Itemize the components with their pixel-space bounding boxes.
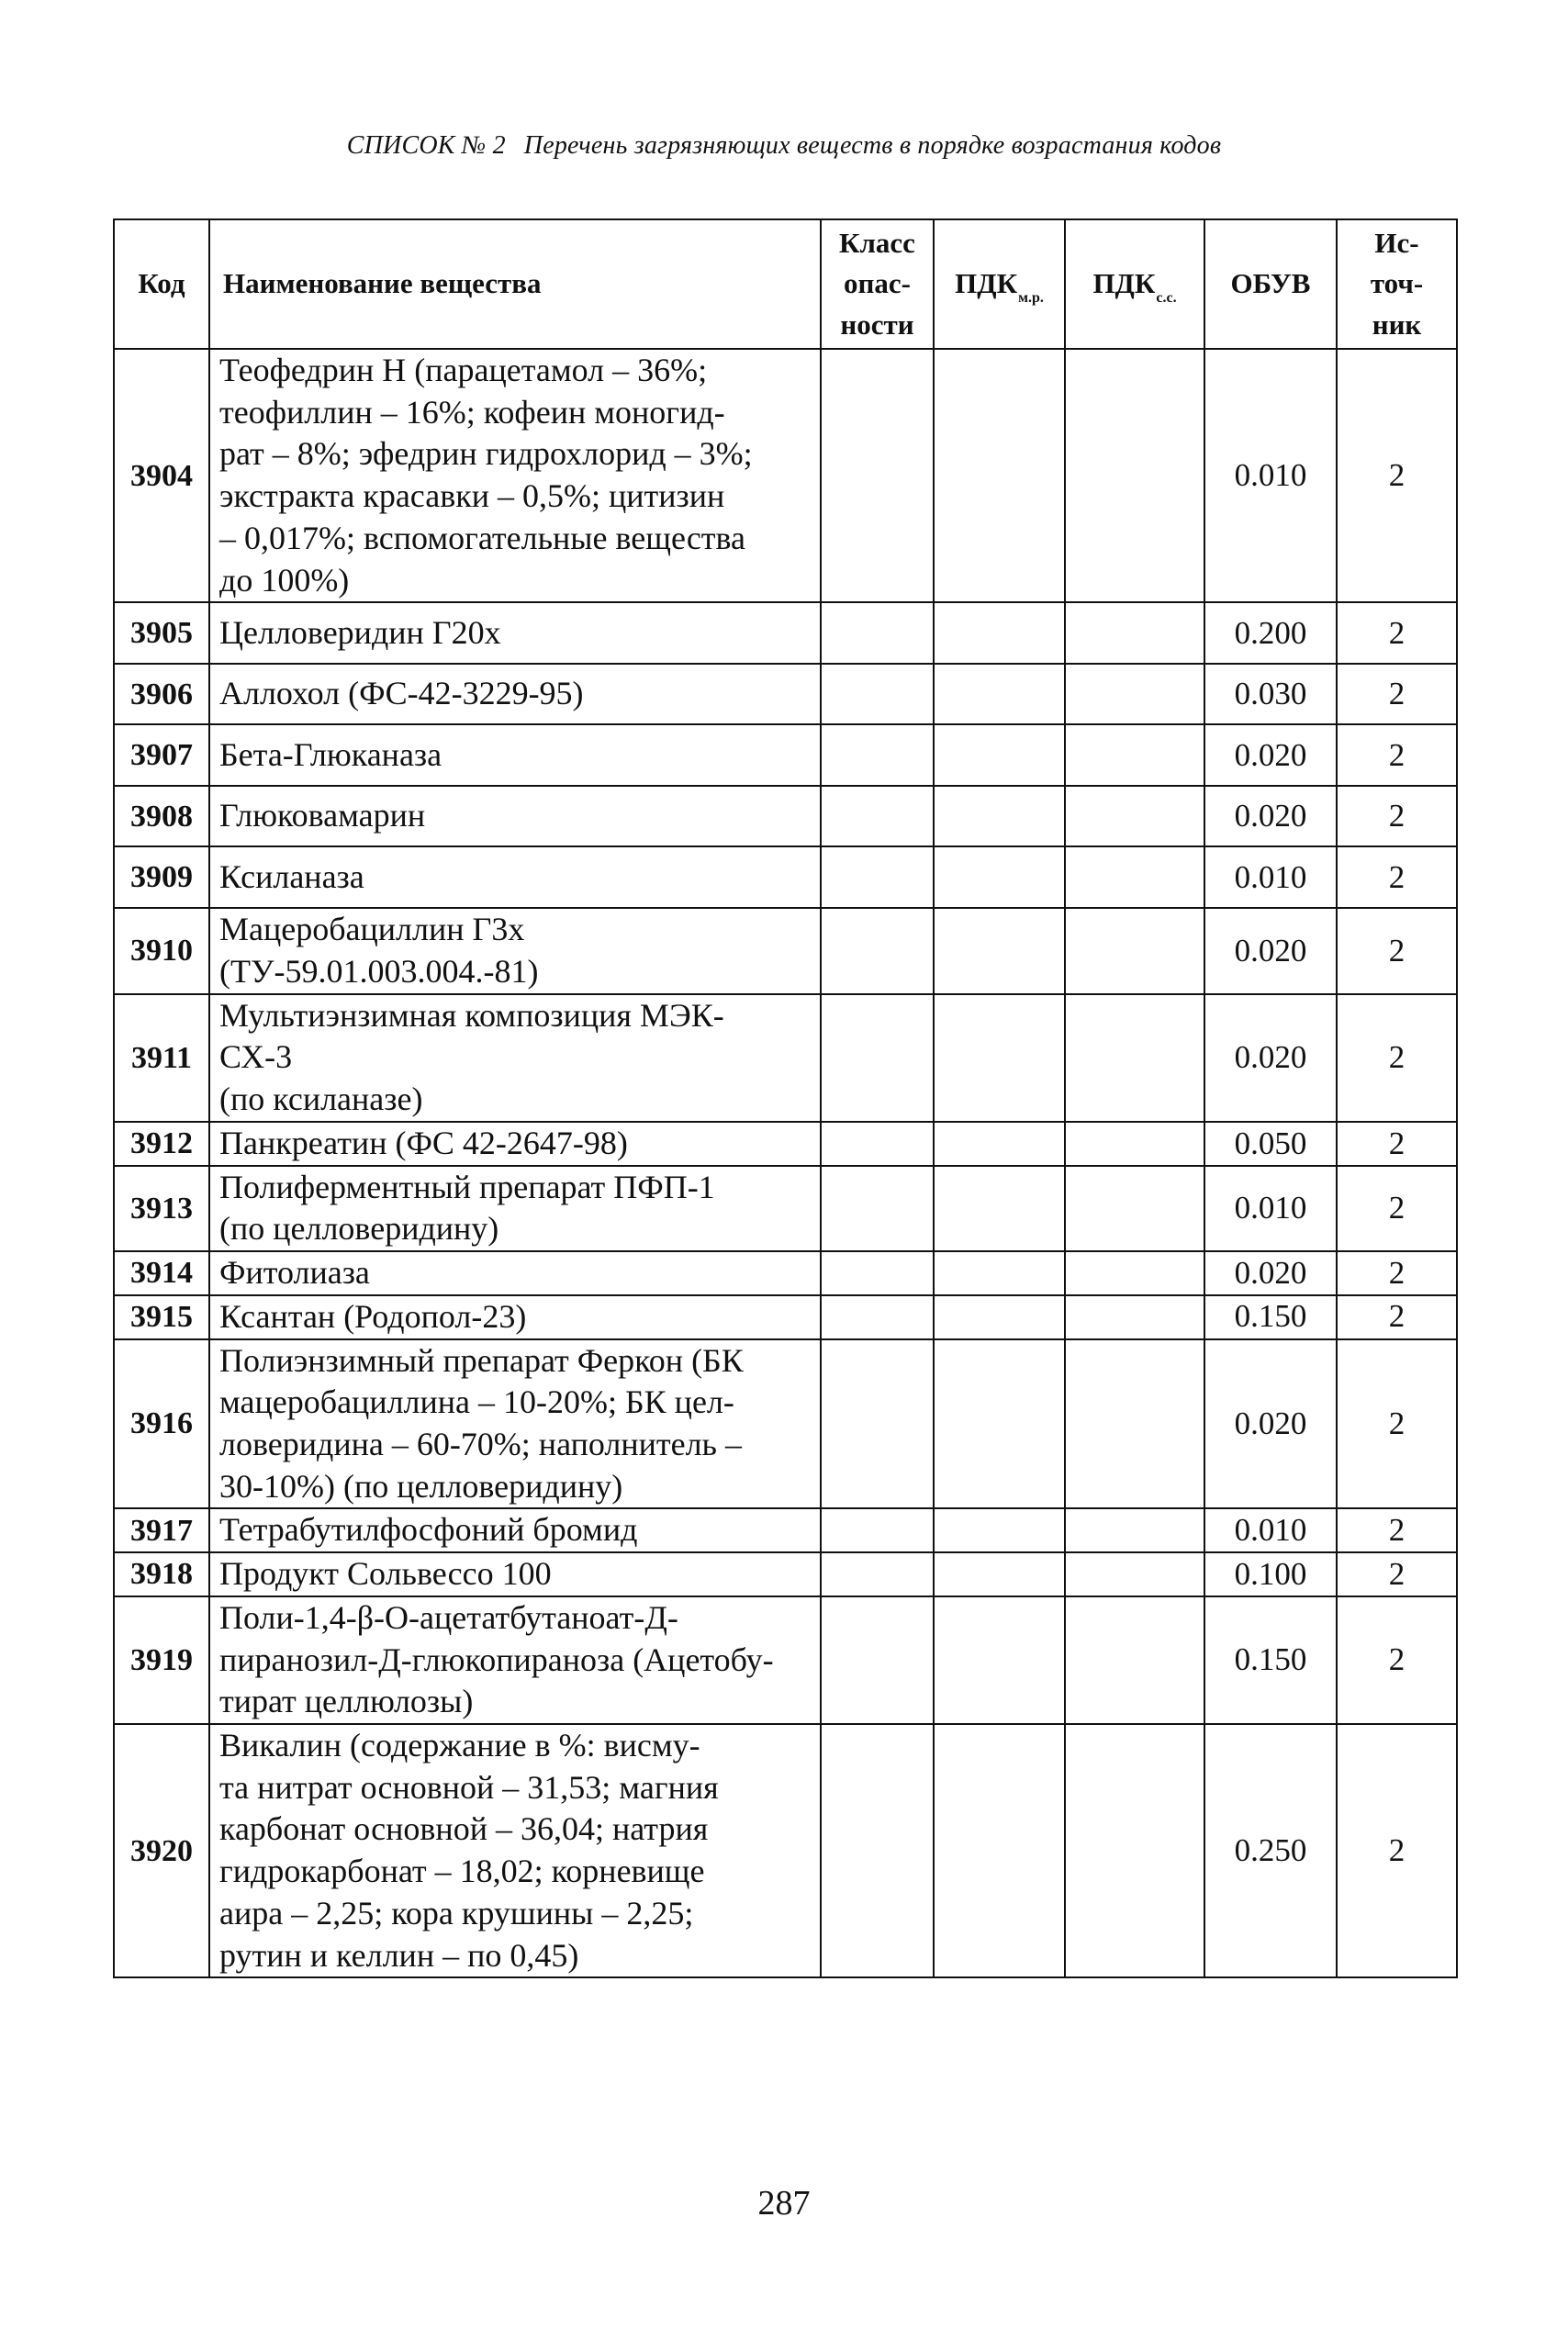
cell-pdk-mr (934, 664, 1065, 724)
cell-name-line: тират целлюлозы) (219, 1683, 474, 1720)
cell-code: 3917 (114, 1508, 209, 1552)
table-row (114, 846, 1457, 908)
cell-code: 3911 (114, 994, 209, 1122)
cell-hazard-class (821, 994, 934, 1122)
cell-name-line: Теофедрин Н (парацетамол – 36%; (219, 352, 708, 388)
list-title: СПИСОК № 2 (346, 131, 506, 160)
cell-pdk-ss (1065, 1295, 1204, 1339)
cell-source: 2 (1337, 786, 1457, 846)
cell-name (209, 1596, 821, 1724)
list-subtitle: Перечень загрязняющих веществ в порядке возрастания кодов (523, 131, 1222, 160)
cell-name-line: Поли-1,4-β-О-ацетатбутаноат-Д- (219, 1598, 678, 1636)
cell-name-line: до 100%) (219, 561, 350, 599)
cell-source: 2 (1337, 846, 1457, 908)
cell-pdk-ss (1065, 1251, 1204, 1295)
cell-source: 2 (1337, 908, 1457, 993)
cell-source: 2 (1337, 1596, 1457, 1724)
cell-source: 2 (1337, 1339, 1457, 1509)
cell-name-line: Мацеробациллин Г3х (219, 911, 525, 948)
cell-name (209, 1251, 821, 1295)
cell-name-line: (по ксиланазе) (219, 1081, 423, 1118)
cell-name (209, 602, 821, 664)
cell-pdk-mr (934, 1251, 1065, 1295)
cell-source: 2 (1337, 994, 1457, 1122)
cell-hazard-class (821, 1724, 934, 1977)
cell-code: 3910 (114, 908, 209, 993)
cell-name-line: Глюковамарин (219, 797, 426, 834)
cell-hazard-class (821, 1166, 934, 1251)
cell-name (209, 1724, 821, 1977)
col-header-pdk-ss-subscript: с.с. (1156, 290, 1177, 307)
cell-name (209, 664, 821, 724)
cell-code: 3908 (114, 786, 209, 846)
cell-hazard-class (821, 846, 934, 908)
table-row (114, 786, 1457, 846)
cell-name (209, 1166, 821, 1251)
cell-name-line: Фитолиаза (219, 1254, 370, 1292)
col-header-hazard-class (821, 219, 934, 349)
cell-pdk-mr (934, 846, 1065, 908)
cell-hazard-class (821, 1552, 934, 1596)
cell-source: 2 (1337, 1552, 1457, 1596)
cell-name (209, 1339, 821, 1509)
substances-table (113, 218, 1458, 1978)
cell-name-line: та нитрат основной – 31,53; магния (219, 1768, 719, 1806)
table-row (114, 1339, 1457, 1509)
cell-name-line: Полиэнзимный препарат Феркон (БК (219, 1341, 744, 1379)
cell-name-line: Ксиланаза (219, 857, 364, 895)
cell-code: 3914 (114, 1251, 209, 1295)
cell-pdk-ss (1065, 1552, 1204, 1596)
cell-pdk-ss (1065, 1596, 1204, 1724)
cell-name (209, 908, 821, 993)
cell-source: 2 (1337, 724, 1457, 786)
cell-name-line: Аллохол (ФС-42-3229-95) (219, 675, 584, 712)
cell-name-line: теофиллин – 16%; кофеин моногид- (219, 393, 725, 431)
table-row (114, 908, 1457, 993)
cell-name-line: – 0,017%; вспомогательные вещества (219, 519, 746, 556)
col-header-source-line: ник (1372, 308, 1422, 341)
cell-name (209, 994, 821, 1122)
cell-name-line: Викалин (содержание в %: висму- (219, 1726, 700, 1764)
cell-code: 3912 (114, 1122, 209, 1166)
table-row (114, 1166, 1457, 1251)
cell-hazard-class (821, 1508, 934, 1552)
table-row (114, 664, 1457, 724)
cell-pdk-mr (934, 1596, 1065, 1724)
col-header-pdk-mr-label: ПДК (955, 267, 1018, 300)
col-header-hazard-line: опас- (844, 267, 911, 300)
cell-obuv: 0.010 (1204, 1166, 1337, 1251)
cell-hazard-class (821, 1251, 934, 1295)
cell-pdk-mr (934, 1166, 1065, 1251)
table-row (114, 1251, 1457, 1295)
cell-name-line: рутин и келлин – по 0,45) (219, 1936, 579, 1974)
cell-obuv: 0.100 (1204, 1552, 1337, 1596)
cell-pdk-mr (934, 724, 1065, 786)
cell-pdk-ss (1065, 846, 1204, 908)
cell-code: 3904 (114, 349, 209, 602)
cell-pdk-ss (1065, 908, 1204, 993)
cell-code: 3920 (114, 1724, 209, 1977)
cell-obuv: 0.150 (1204, 1295, 1337, 1339)
cell-hazard-class (821, 1295, 934, 1339)
col-header-hazard-line: Класс (839, 227, 915, 260)
col-header-name: Наименование вещества (209, 219, 821, 349)
table-row (114, 602, 1457, 664)
table-row (114, 994, 1457, 1122)
cell-source: 2 (1337, 1508, 1457, 1552)
cell-source: 2 (1337, 1251, 1457, 1295)
cell-source: 2 (1337, 349, 1457, 602)
cell-name-line: 30-10%) (по целловеридину) (219, 1467, 623, 1505)
cell-code: 3909 (114, 846, 209, 908)
cell-code: 3915 (114, 1295, 209, 1339)
cell-name-line: Тетрабутилфосфоний бромид (219, 1511, 638, 1549)
cell-source: 2 (1337, 1122, 1457, 1166)
cell-hazard-class (821, 786, 934, 846)
cell-obuv: 0.030 (1204, 664, 1337, 724)
cell-pdk-ss (1065, 602, 1204, 664)
col-header-source-line: Ис- (1374, 227, 1419, 260)
cell-name-line: рат – 8%; эфедрин гидрохлорид – 3%; (219, 435, 753, 473)
cell-name (209, 1552, 821, 1596)
col-header-pdk-ss-label: ПДК (1092, 267, 1156, 300)
cell-obuv: 0.250 (1204, 1724, 1337, 1977)
cell-code: 3907 (114, 724, 209, 786)
cell-code: 3913 (114, 1166, 209, 1251)
cell-pdk-mr (934, 786, 1065, 846)
cell-pdk-mr (934, 602, 1065, 664)
cell-name (209, 1508, 821, 1552)
cell-obuv: 0.020 (1204, 908, 1337, 993)
cell-name-line: Полиферментный препарат ПФП-1 (219, 1168, 715, 1205)
cell-name-line: СХ-3 (219, 1038, 293, 1076)
cell-pdk-mr (934, 1122, 1065, 1166)
cell-pdk-ss (1065, 786, 1204, 846)
table-row (114, 1596, 1457, 1724)
page-number: 287 (757, 2184, 811, 2223)
col-header-pdk-mr-subscript: м.р. (1018, 290, 1044, 307)
cell-name-line: мацеробациллина – 10-20%; БК цел- (219, 1383, 734, 1421)
cell-pdk-ss (1065, 1508, 1204, 1552)
cell-obuv: 0.020 (1204, 786, 1337, 846)
table-row (114, 724, 1457, 786)
cell-obuv: 0.020 (1204, 994, 1337, 1122)
col-header-pdk-ss (1065, 219, 1204, 349)
cell-code: 3905 (114, 602, 209, 664)
cell-name-line: карбонат основной – 36,04; натрия (219, 1810, 709, 1848)
cell-obuv: 0.020 (1204, 1251, 1337, 1295)
cell-obuv: 0.010 (1204, 846, 1337, 908)
cell-pdk-mr (934, 1724, 1065, 1977)
cell-name-line: Мультиэнзимная композиция МЭК- (219, 996, 724, 1034)
cell-hazard-class (821, 602, 934, 664)
cell-name-line: пиранозил-Д-глюкопираноза (Ацетобу- (219, 1640, 774, 1678)
table-row (114, 1508, 1457, 1552)
table-body (114, 349, 1457, 1977)
cell-hazard-class (821, 1339, 934, 1509)
cell-name (209, 349, 821, 602)
table-row (114, 1552, 1457, 1596)
cell-pdk-ss (1065, 994, 1204, 1122)
cell-hazard-class (821, 908, 934, 993)
col-header-source (1337, 219, 1457, 349)
cell-name-line: (по целловеридину) (219, 1210, 499, 1248)
cell-obuv: 0.010 (1204, 349, 1337, 602)
cell-pdk-ss (1065, 1166, 1204, 1251)
cell-name-line: гидрокарбонат – 18,02; корневище (219, 1853, 705, 1890)
cell-obuv: 0.020 (1204, 724, 1337, 786)
cell-source: 2 (1337, 602, 1457, 664)
cell-pdk-ss (1065, 1122, 1204, 1166)
cell-name-line: экстракта красавки – 0,5%; цитизин (219, 477, 725, 515)
cell-code: 3906 (114, 664, 209, 724)
cell-pdk-mr (934, 1552, 1065, 1596)
cell-pdk-mr (934, 1339, 1065, 1509)
cell-hazard-class (821, 349, 934, 602)
cell-name (209, 1122, 821, 1166)
cell-name (209, 846, 821, 908)
col-header-code: Код (114, 219, 209, 349)
cell-name-line: аира – 2,25; кора крушины – 2,25; (219, 1894, 694, 1932)
cell-hazard-class (821, 1122, 934, 1166)
table-header-row (114, 219, 1457, 349)
cell-pdk-ss (1065, 1724, 1204, 1977)
cell-pdk-ss (1065, 1339, 1204, 1509)
cell-name-line: Целловеридин Г20х (219, 613, 501, 651)
page-header (0, 131, 1568, 161)
cell-pdk-mr (934, 349, 1065, 602)
cell-source: 2 (1337, 664, 1457, 724)
cell-pdk-mr (934, 908, 1065, 993)
cell-pdk-ss (1065, 724, 1204, 786)
cell-name-line: Бета-Глюканаза (219, 735, 442, 773)
col-header-source-line: точ- (1370, 267, 1424, 300)
cell-source: 2 (1337, 1724, 1457, 1977)
cell-name-line: Продукт Сольвессо 100 (219, 1555, 552, 1593)
col-header-pdk-mr (934, 219, 1065, 349)
cell-pdk-mr (934, 1508, 1065, 1552)
cell-obuv: 0.200 (1204, 602, 1337, 664)
cell-pdk-mr (934, 1295, 1065, 1339)
cell-hazard-class (821, 664, 934, 724)
cell-obuv: 0.050 (1204, 1122, 1337, 1166)
table-row (114, 1295, 1457, 1339)
col-header-hazard-line: ности (840, 308, 914, 341)
cell-source: 2 (1337, 1295, 1457, 1339)
cell-name-line: Панкреатин (ФС 42-2647-98) (219, 1124, 628, 1161)
cell-name-line: ловеридина – 60-70%; наполнитель – (219, 1425, 742, 1462)
cell-code: 3919 (114, 1596, 209, 1724)
cell-hazard-class (821, 1596, 934, 1724)
cell-code: 3916 (114, 1339, 209, 1509)
cell-name (209, 1295, 821, 1339)
cell-name-line: Ксантан (Родопол-23) (219, 1297, 527, 1335)
table-row (114, 1122, 1457, 1166)
col-header-obuv: ОБУВ (1204, 219, 1337, 349)
cell-name (209, 786, 821, 846)
cell-obuv: 0.020 (1204, 1339, 1337, 1509)
cell-name (209, 724, 821, 786)
cell-code: 3918 (114, 1552, 209, 1596)
cell-pdk-mr (934, 994, 1065, 1122)
cell-name-line: (ТУ-59.01.003.004.-81) (219, 953, 539, 991)
cell-hazard-class (821, 724, 934, 786)
table-row (114, 349, 1457, 602)
table-row (114, 1724, 1457, 1977)
cell-pdk-ss (1065, 349, 1204, 602)
cell-source: 2 (1337, 1166, 1457, 1251)
cell-pdk-ss (1065, 664, 1204, 724)
cell-obuv: 0.150 (1204, 1596, 1337, 1724)
cell-obuv: 0.010 (1204, 1508, 1337, 1552)
